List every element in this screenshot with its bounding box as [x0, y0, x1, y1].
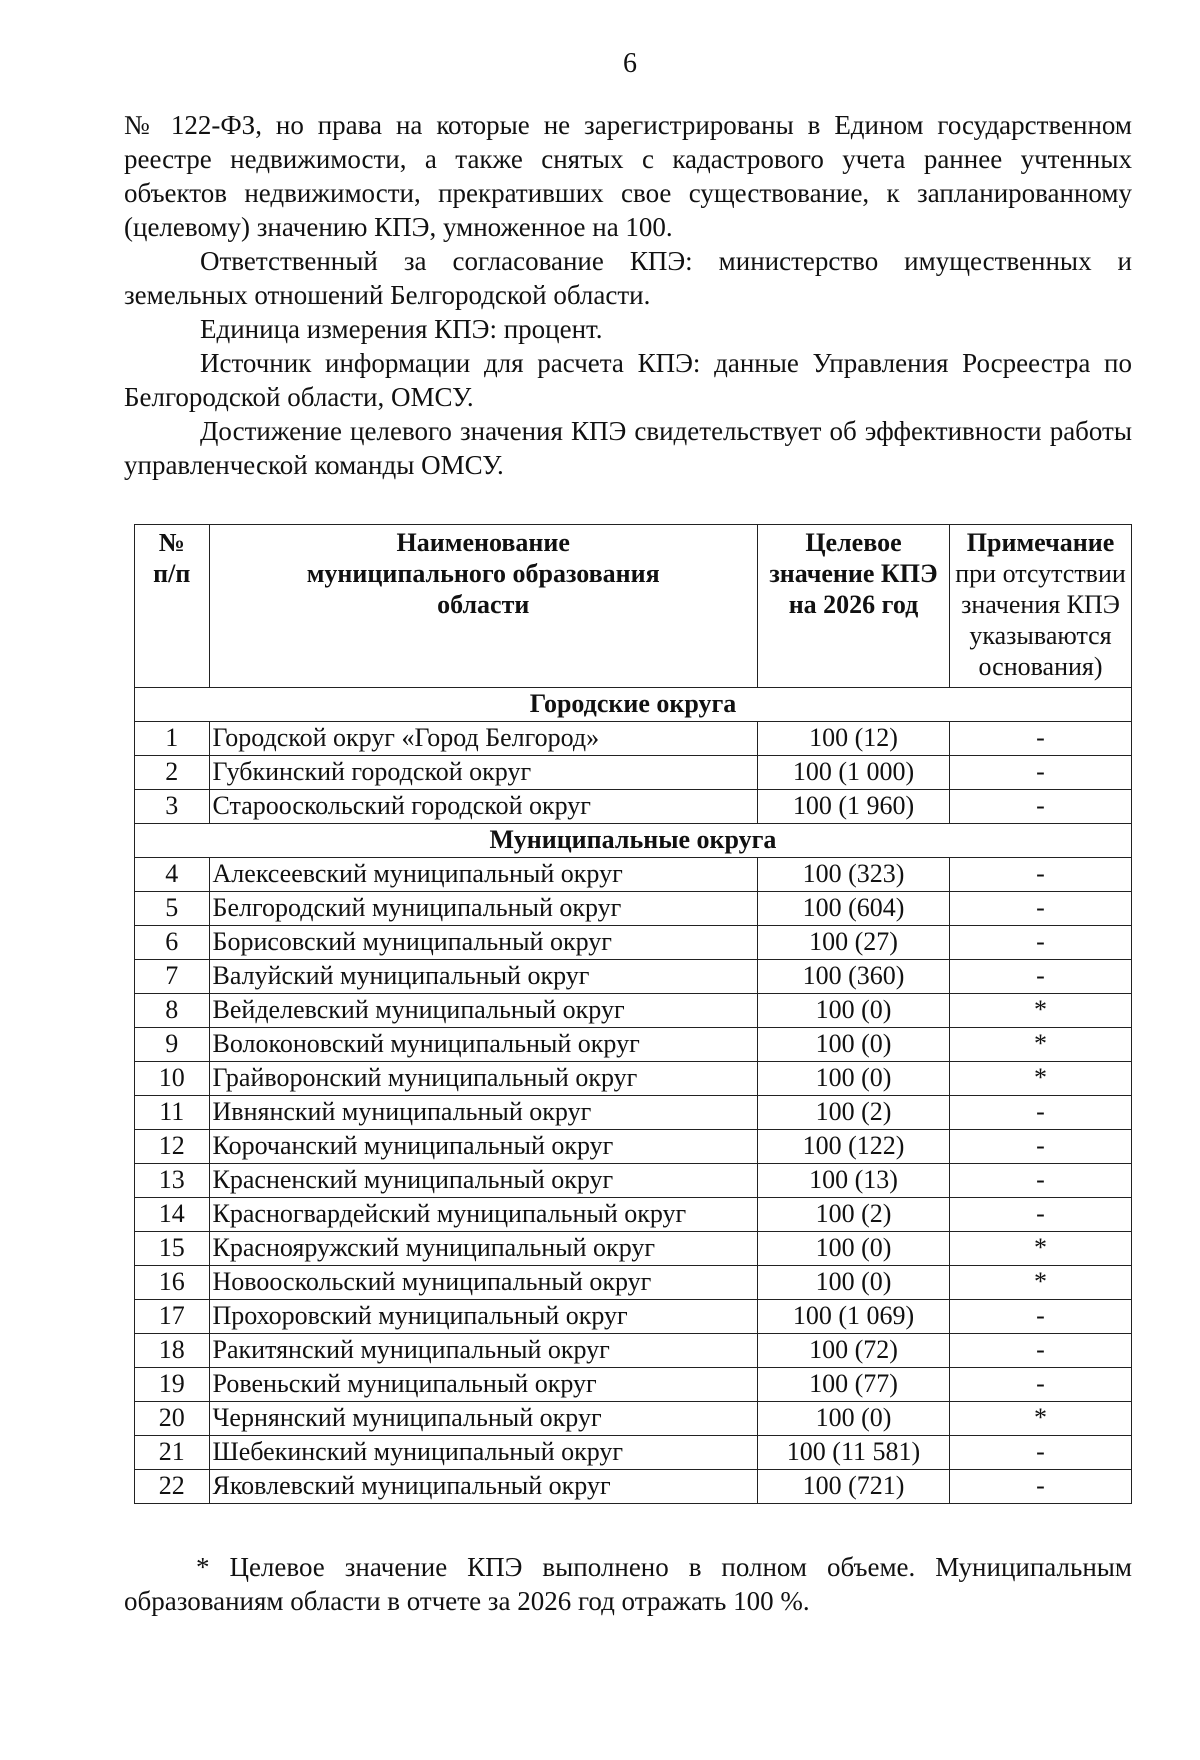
- row-note: *: [950, 994, 1132, 1028]
- row-note: -: [950, 1334, 1132, 1368]
- header-target-value: [757, 525, 949, 688]
- row-municipality: Корочанский муниципальный округ: [209, 1130, 757, 1164]
- row-note: -: [950, 756, 1132, 790]
- row-municipality: Яковлевский муниципальный округ: [209, 1470, 757, 1504]
- header-number-line: №: [158, 528, 185, 557]
- intro-paragraph: Достижение целевого значения КПЭ свидетельствует об эффективности работы управленческой команды ОМСУ.: [124, 416, 1132, 480]
- row-note: -: [950, 1470, 1132, 1504]
- row-note: -: [950, 926, 1132, 960]
- table-row: [135, 722, 1132, 756]
- row-municipality: Борисовский муниципальный округ: [209, 926, 757, 960]
- row-number: 14: [135, 1198, 210, 1232]
- header-note: [950, 525, 1132, 688]
- table-body: [135, 688, 1132, 1504]
- header-note-line: значения КПЭ: [961, 590, 1120, 619]
- intro-paragraph: Источник информации для расчета КПЭ: данные Управления Росреестра по Белгородской области, ОМСУ.: [124, 348, 1132, 412]
- header-name-line: Наименование: [396, 528, 570, 557]
- row-note: -: [950, 892, 1132, 926]
- row-target-value: 100 (1 960): [757, 790, 949, 824]
- table-header-row: [135, 525, 1132, 688]
- row-target-value: 100 (323): [757, 858, 949, 892]
- section-title-municipal: Муниципальные округа: [135, 824, 1132, 858]
- row-target-value: 100 (0): [757, 1028, 949, 1062]
- row-municipality: Валуйский муниципальный округ: [209, 960, 757, 994]
- row-target-value: 100 (13): [757, 1164, 949, 1198]
- header-value-line: на 2026 год: [788, 590, 919, 619]
- row-target-value: 100 (604): [757, 892, 949, 926]
- table-row: [135, 1300, 1132, 1334]
- row-municipality: Красногвардейский муниципальный округ: [209, 1198, 757, 1232]
- row-number: 7: [135, 960, 210, 994]
- table-row: [135, 1436, 1132, 1470]
- intro-paragraph: Ответственный за согласование КПЭ: министерство имущественных и земельных отношений Белгородской области.: [124, 246, 1132, 310]
- row-number: 6: [135, 926, 210, 960]
- row-target-value: 100 (72): [757, 1334, 949, 1368]
- row-note: -: [950, 1096, 1132, 1130]
- table-row: [135, 858, 1132, 892]
- row-municipality: Красненский муниципальный округ: [209, 1164, 757, 1198]
- header-value-line: значение КПЭ: [769, 559, 938, 588]
- row-number: 17: [135, 1300, 210, 1334]
- table-row: [135, 1198, 1132, 1232]
- row-target-value: 100 (0): [757, 1232, 949, 1266]
- table-row: [135, 994, 1132, 1028]
- row-number: 4: [135, 858, 210, 892]
- row-municipality: Грайворонский муниципальный округ: [209, 1062, 757, 1096]
- row-target-value: 100 (11 581): [757, 1436, 949, 1470]
- row-municipality: Вейделевский муниципальный округ: [209, 994, 757, 1028]
- row-municipality: Прохоровский муниципальный округ: [209, 1300, 757, 1334]
- section-title-urban: Городские округа: [135, 688, 1132, 722]
- row-municipality: Алексеевский муниципальный округ: [209, 858, 757, 892]
- table-row: [135, 960, 1132, 994]
- header-value-line: Целевое: [805, 528, 902, 557]
- row-target-value: 100 (721): [757, 1470, 949, 1504]
- row-number: 16: [135, 1266, 210, 1300]
- section-row: [135, 688, 1132, 722]
- row-note: -: [950, 1300, 1132, 1334]
- header-name-line: области: [437, 590, 530, 619]
- row-target-value: 100 (77): [757, 1368, 949, 1402]
- row-number: 22: [135, 1470, 210, 1504]
- table-row: [135, 1334, 1132, 1368]
- row-municipality: Ивнянский муниципальный округ: [209, 1096, 757, 1130]
- row-number: 8: [135, 994, 210, 1028]
- row-note: -: [950, 1164, 1132, 1198]
- table-row: [135, 1096, 1132, 1130]
- row-note: *: [950, 1402, 1132, 1436]
- page-number: 6: [623, 48, 637, 79]
- row-target-value: 100 (12): [757, 722, 949, 756]
- row-municipality: Волоконовский муниципальный округ: [209, 1028, 757, 1062]
- table-row: [135, 1266, 1132, 1300]
- row-municipality: Губкинский городской округ: [209, 756, 757, 790]
- row-number: 1: [135, 722, 210, 756]
- header-note-line: указываются: [969, 621, 1112, 650]
- header-note-line: основания): [978, 652, 1103, 681]
- row-note: *: [950, 1062, 1132, 1096]
- row-target-value: 100 (122): [757, 1130, 949, 1164]
- header-number: [135, 525, 210, 688]
- row-note: -: [950, 1130, 1132, 1164]
- row-number: 2: [135, 756, 210, 790]
- row-target-value: 100 (2): [757, 1096, 949, 1130]
- row-municipality: Ракитянский муниципальный округ: [209, 1334, 757, 1368]
- row-number: 5: [135, 892, 210, 926]
- row-municipality: Шебекинский муниципальный округ: [209, 1436, 757, 1470]
- row-number: 19: [135, 1368, 210, 1402]
- table-row: [135, 1164, 1132, 1198]
- row-municipality: Новооскольский муниципальный округ: [209, 1266, 757, 1300]
- table-row: [135, 1062, 1132, 1096]
- row-target-value: 100 (27): [757, 926, 949, 960]
- footnote: * Целевое значение КПЭ выполнено в полном объеме. Муниципальным образованиям области в отчете за 2026 год отражать 100 %.: [124, 1552, 1132, 1616]
- header-note-line: Примечание: [966, 528, 1115, 557]
- row-municipality: Чернянский муниципальный округ: [209, 1402, 757, 1436]
- table-row: [135, 892, 1132, 926]
- row-target-value: 100 (0): [757, 994, 949, 1028]
- row-target-value: 100 (1 000): [757, 756, 949, 790]
- intro-paragraph: № 122-ФЗ, но права на которые не зарегистрированы в Едином государственном реестре недвижимости, а также снятых с кадастрового учета раннее учтенных объектов недвижимости, прекративших свое существование, к запланированному (целевому) значению КПЭ, умноженное на 100.: [124, 110, 1132, 242]
- table-row: [135, 1402, 1132, 1436]
- row-note: -: [950, 1368, 1132, 1402]
- row-municipality: Городской округ «Город Белгород»: [209, 722, 757, 756]
- kpe-table: [134, 524, 1132, 1504]
- row-number: 15: [135, 1232, 210, 1266]
- row-note: -: [950, 858, 1132, 892]
- header-name-line: муниципального образования: [306, 559, 660, 588]
- row-number: 11: [135, 1096, 210, 1130]
- row-municipality: Старооскольский городской округ: [209, 790, 757, 824]
- row-target-value: 100 (1 069): [757, 1300, 949, 1334]
- row-municipality: Белгородский муниципальный округ: [209, 892, 757, 926]
- header-municipality-name: [209, 525, 757, 688]
- row-note: *: [950, 1232, 1132, 1266]
- table-row: [135, 926, 1132, 960]
- section-row: [135, 824, 1132, 858]
- row-note: -: [950, 1436, 1132, 1470]
- row-note: -: [950, 960, 1132, 994]
- table-row: [135, 1028, 1132, 1062]
- intro-text: [124, 108, 1132, 482]
- row-note: -: [950, 1198, 1132, 1232]
- row-municipality: Краснояружский муниципальный округ: [209, 1232, 757, 1266]
- table-row: [135, 1368, 1132, 1402]
- row-target-value: 100 (360): [757, 960, 949, 994]
- row-number: 20: [135, 1402, 210, 1436]
- intro-paragraph: Единица измерения КПЭ: процент.: [200, 314, 603, 344]
- row-municipality: Ровеньский муниципальный округ: [209, 1368, 757, 1402]
- header-note-line: при отсутствии: [955, 559, 1126, 588]
- table-row: [135, 756, 1132, 790]
- table-row: [135, 790, 1132, 824]
- row-number: 10: [135, 1062, 210, 1096]
- row-number: 13: [135, 1164, 210, 1198]
- row-number: 18: [135, 1334, 210, 1368]
- row-number: 3: [135, 790, 210, 824]
- row-target-value: 100 (2): [757, 1198, 949, 1232]
- row-number: 12: [135, 1130, 210, 1164]
- row-number: 9: [135, 1028, 210, 1062]
- table-row: [135, 1232, 1132, 1266]
- row-target-value: 100 (0): [757, 1402, 949, 1436]
- row-target-value: 100 (0): [757, 1062, 949, 1096]
- table-row: [135, 1470, 1132, 1504]
- header-number-line: п/п: [153, 559, 191, 588]
- row-note: *: [950, 1266, 1132, 1300]
- row-note: -: [950, 722, 1132, 756]
- row-note: -: [950, 790, 1132, 824]
- row-number: 21: [135, 1436, 210, 1470]
- row-note: *: [950, 1028, 1132, 1062]
- table-row: [135, 1130, 1132, 1164]
- row-target-value: 100 (0): [757, 1266, 949, 1300]
